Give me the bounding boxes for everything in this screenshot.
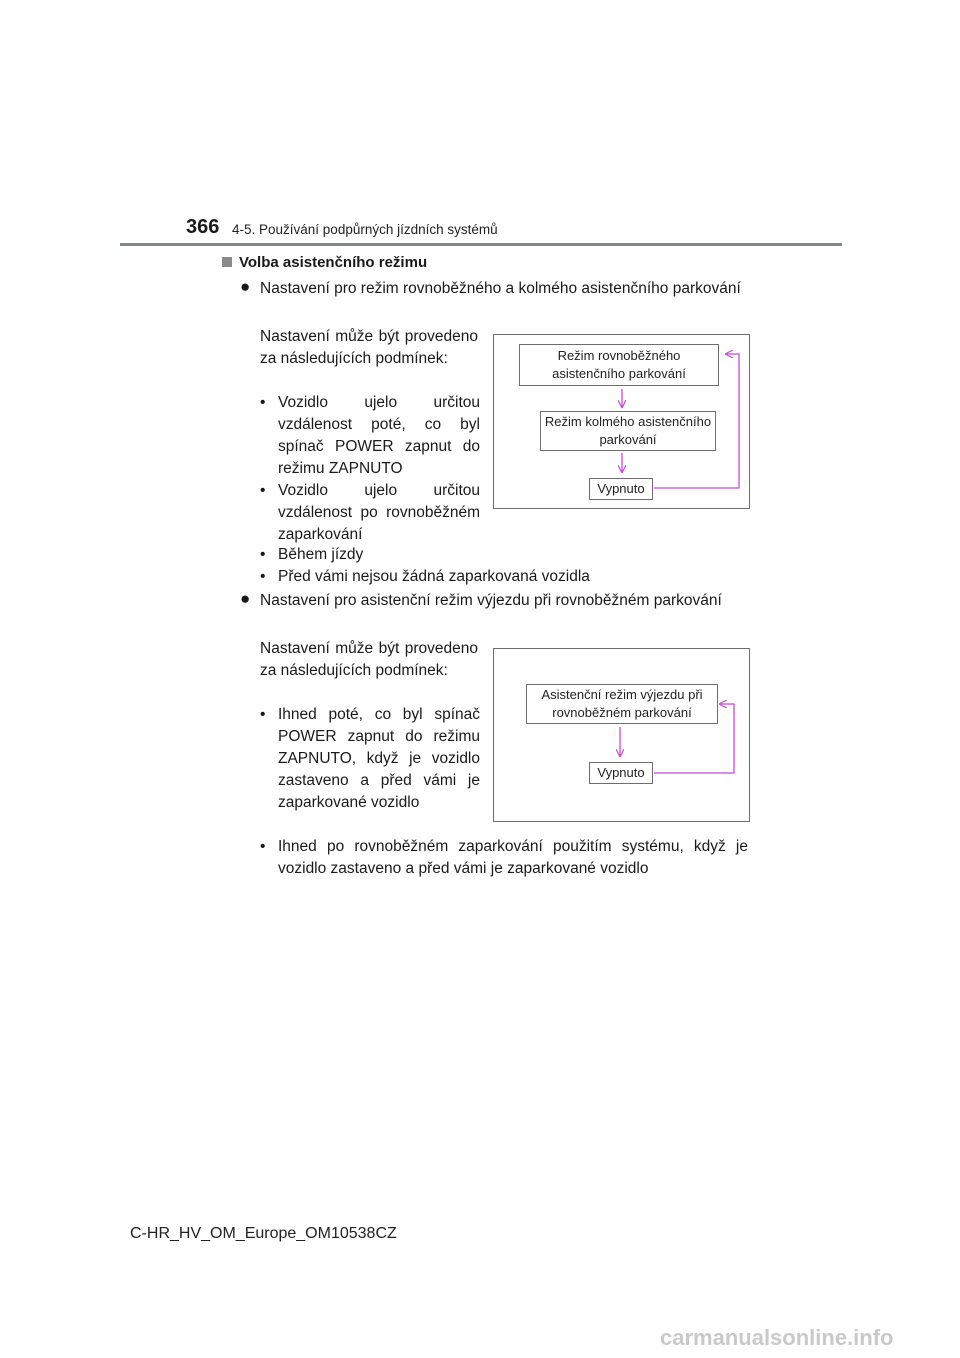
watermark: carmanualsonline.info bbox=[660, 1325, 894, 1350]
condition-item: • Během jízdy bbox=[260, 546, 364, 563]
mode-diagram-1 bbox=[493, 334, 750, 509]
page-number: 366 bbox=[186, 216, 220, 238]
conditions-list-2b bbox=[260, 836, 748, 880]
mode-diagram-2 bbox=[493, 648, 750, 822]
conditions-intro-2: Nastavení může být provedeno za následujících podmínek: bbox=[260, 640, 478, 679]
condition-item: • Vozidlo ujelo určitou vzdálenost po rovnoběžném zaparkování bbox=[260, 482, 480, 543]
condition-item: • Ihned po rovnoběžném zaparkování použitím systému, když je vozidlo zastaveno a před vámi je zaparkované vozidlo bbox=[260, 838, 748, 877]
bullet-text-1: Nastavení pro režim rovnoběžného a kolmého asistenčního parkování bbox=[260, 280, 741, 297]
bullet-text-2: Nastavení pro asistenční režim výjezdu při rovnoběžném parkování bbox=[260, 592, 722, 609]
off-mode-box: Vypnuto bbox=[589, 478, 653, 500]
conditions-list-1 bbox=[260, 392, 480, 546]
conditions-list-2 bbox=[260, 704, 480, 814]
square-bullet-icon bbox=[222, 257, 232, 267]
off-mode-box: Vypnuto bbox=[589, 762, 653, 784]
section-heading-text: Volba asistenčního režimu bbox=[239, 254, 428, 271]
conditions-list-1b bbox=[260, 544, 750, 588]
perpendicular-mode-box: Režim kolmého asistenčního parkování bbox=[540, 411, 716, 451]
bullet-icon: ● bbox=[240, 589, 251, 608]
header-rule bbox=[120, 243, 842, 246]
document-code: C-HR_HV_OM_Europe_OM10538CZ bbox=[130, 1225, 397, 1242]
condition-item: • Vozidlo ujelo určitou vzdálenost poté, co byl spínač POWER zapnut do režimu ZAPNUTO bbox=[260, 394, 480, 477]
section-title: 4-5. Používání podpůrných jízdních systémů bbox=[232, 222, 498, 237]
conditions-intro-1: Nastavení může být provedeno za následujících podmínek: bbox=[260, 328, 478, 367]
parallel-mode-box: Režim rovnoběžného asistenčního parkování bbox=[519, 344, 719, 386]
condition-item: • Ihned poté, co byl spínač POWER zapnut do režimu ZAPNUTO, když je vozidlo zastaveno a před vámi je zaparkované vozidlo bbox=[260, 706, 480, 811]
condition-item: • Před vámi nejsou žádná zaparkovaná vozidla bbox=[260, 568, 590, 585]
bullet-icon: ● bbox=[240, 277, 251, 296]
exit-assist-mode-box: Asistenční režim výjezdu při rovnoběžném parkování bbox=[526, 684, 718, 724]
diagram-arrows-2 bbox=[494, 649, 749, 821]
section-heading bbox=[222, 254, 427, 271]
